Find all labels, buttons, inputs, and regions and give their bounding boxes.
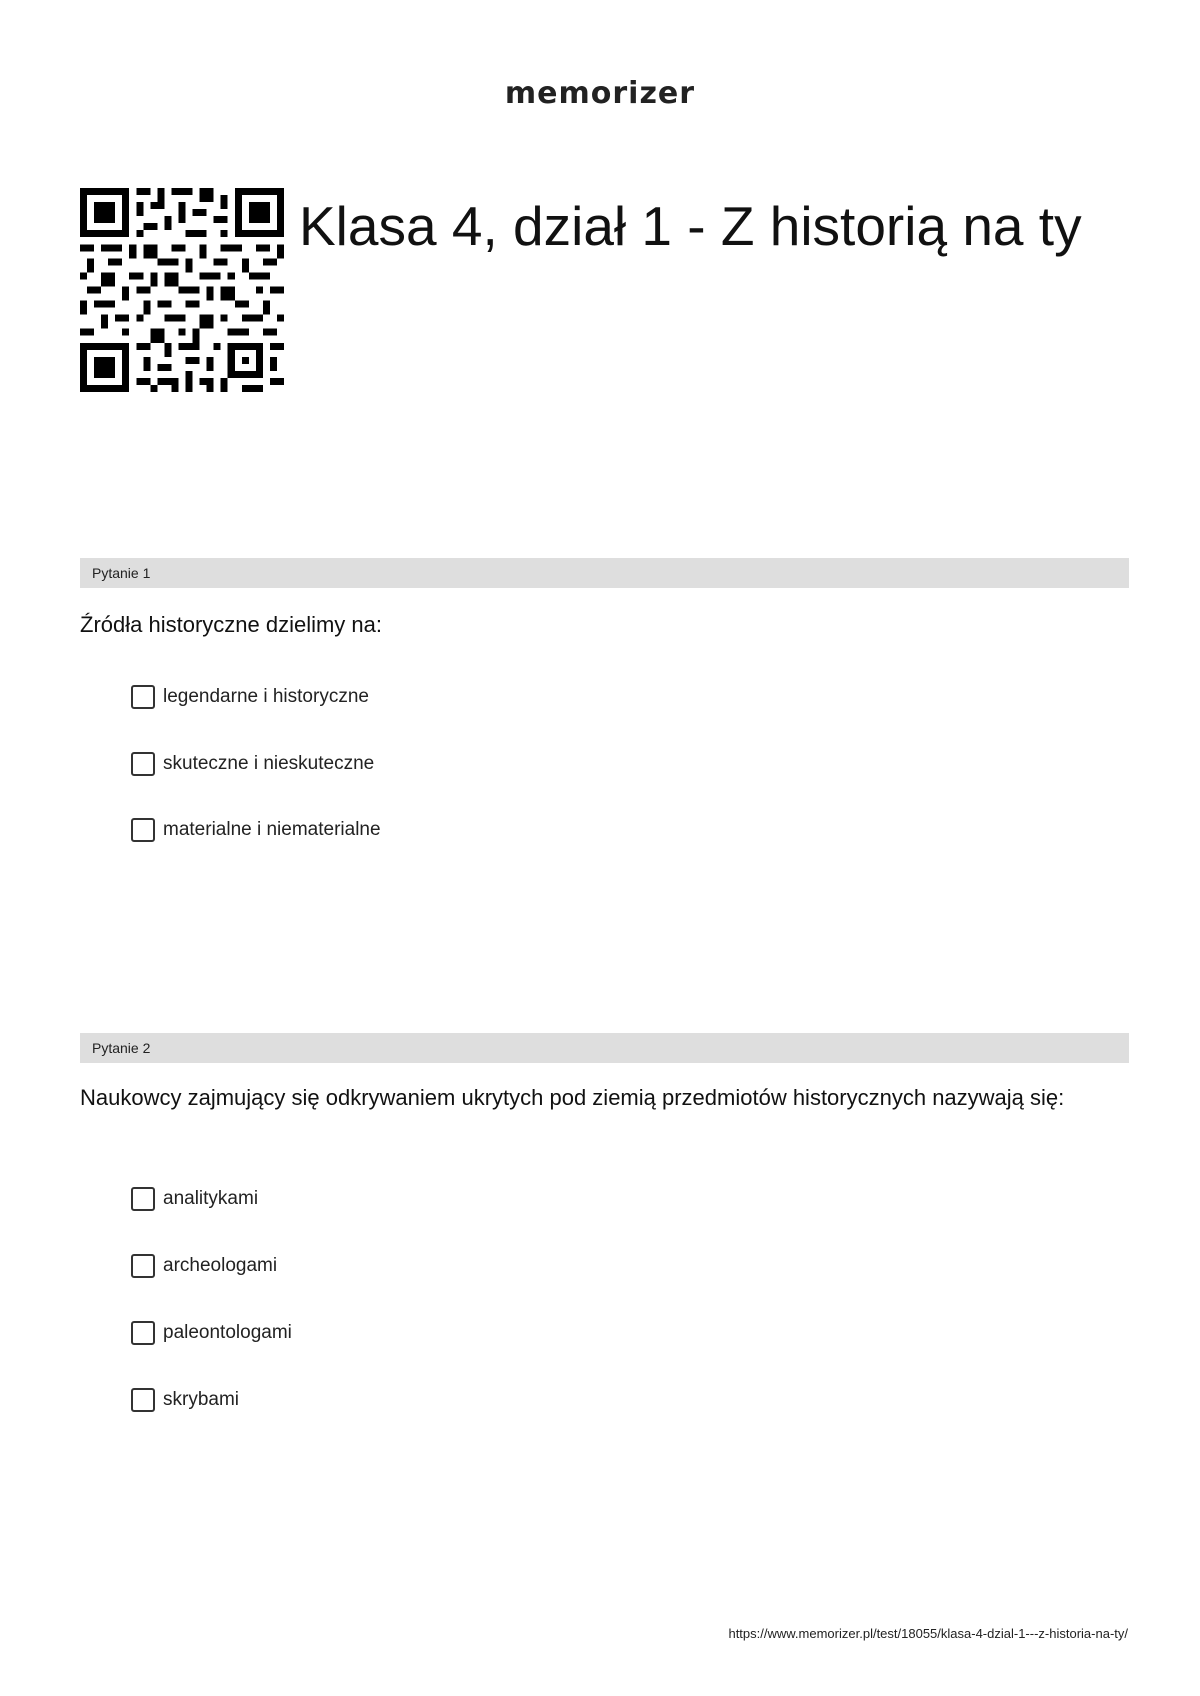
question-header [80, 1033, 1129, 1063]
question-header [80, 558, 1129, 588]
page-title: Klasa 4, dział 1 - Z historią na ty [299, 195, 1082, 257]
answer-option[interactable] [131, 815, 381, 845]
question-number: Pytanie 1 [92, 565, 151, 581]
checkbox[interactable] [131, 752, 155, 776]
answer-label: paleontologami [163, 1322, 292, 1343]
answer-option[interactable] [131, 1318, 292, 1348]
answer-option[interactable] [131, 1251, 277, 1281]
checkbox[interactable] [131, 1321, 155, 1345]
checkbox[interactable] [131, 1388, 155, 1412]
memorizer-logo: memorizer [504, 76, 696, 111]
answer-option[interactable] [131, 749, 374, 779]
answer-option[interactable] [131, 682, 369, 712]
answer-label: analitykami [163, 1188, 259, 1209]
answer-option[interactable] [131, 1184, 258, 1214]
checkbox[interactable] [131, 1187, 155, 1211]
answer-label: materialne i niematerialne [163, 819, 381, 840]
answer-label: skrybami [163, 1389, 240, 1410]
answer-label: skuteczne i nieskuteczne [163, 753, 375, 774]
checkbox[interactable] [131, 1254, 155, 1278]
answer-label: legendarne i historyczne [163, 686, 369, 707]
answer-label: archeologami [163, 1255, 278, 1276]
checkbox[interactable] [131, 818, 155, 842]
source-url[interactable]: https://www.memorizer.pl/test/18055/klasa-4-dzial-1---z-historia-na-ty/ [728, 1626, 1128, 1641]
qr-code-icon [80, 188, 284, 392]
question-text: Naukowcy zajmujący się odkrywaniem ukrytych pod ziemią przedmiotów historycznych nazywają się: [80, 1085, 1065, 1110]
question-text: Źródła historyczne dzielimy na: [80, 612, 383, 637]
question-number: Pytanie 2 [92, 1040, 151, 1056]
answer-option[interactable] [131, 1385, 239, 1415]
checkbox[interactable] [131, 685, 155, 709]
